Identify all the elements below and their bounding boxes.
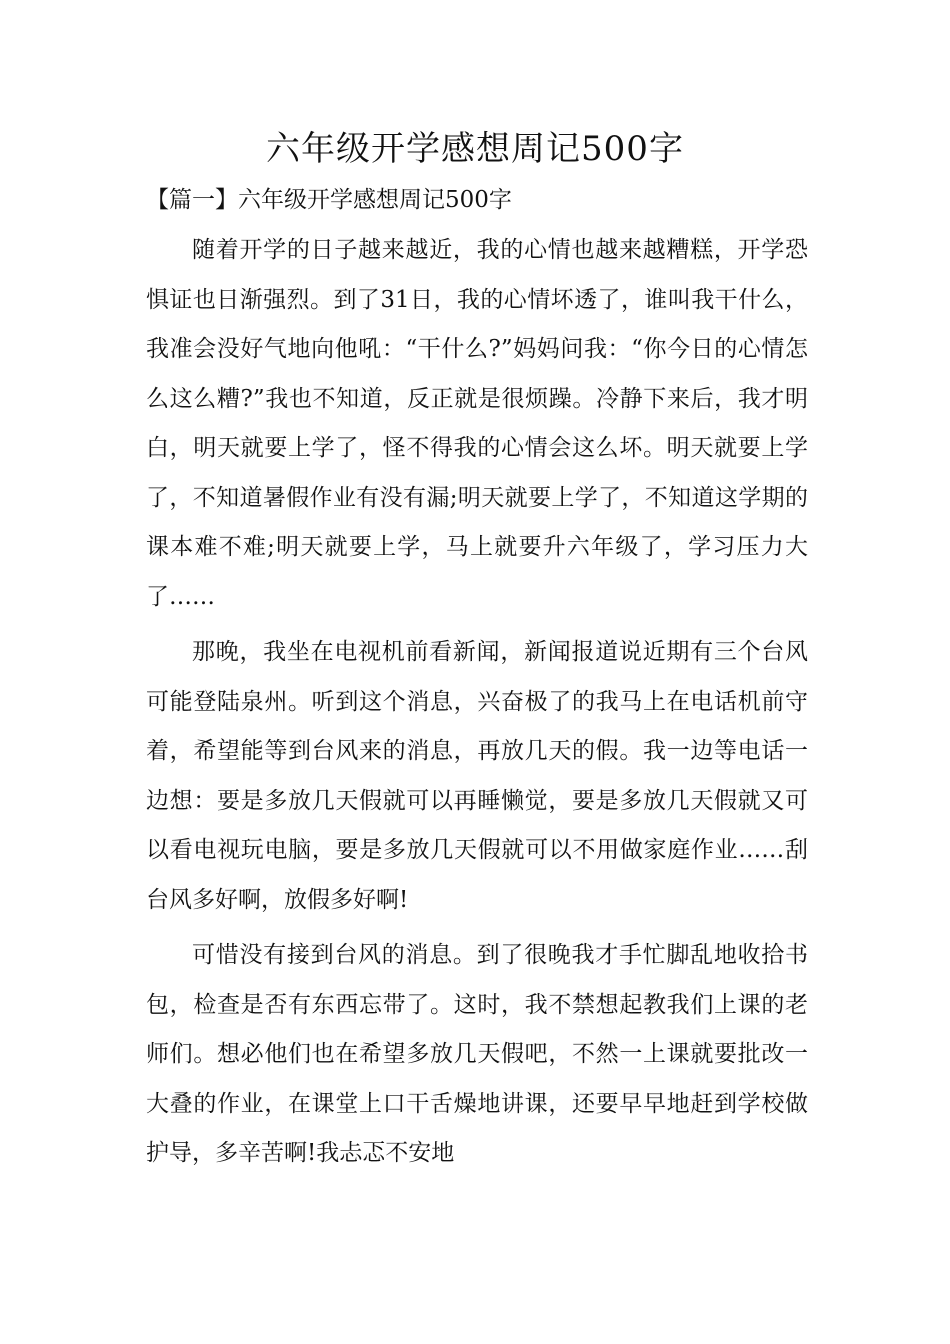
section-heading: 【篇一】六年级开学感想周记500字 [146, 187, 512, 213]
paragraph-2: 那晚，我坐在电视机前看新闻，新闻报道说近期有三个台风可能登陆泉州。听到这个消息，兴奋极了的我马上在电话机前守着，希望能等到台风来的消息，再放几天的假。我一边等电话一边想：要是多放几天假就可以再睡懒觉，要是多放几天假就又可以看电视玩电脑，要是多放几天假就可以不用做家庭作业……刮台风多好啊，放假多好啊! [146, 639, 808, 913]
paragraph-3: 可惜没有接到台风的消息。到了很晚我才手忙脚乱地收拾书包，检查是否有东西忘带了。这时，我不禁想起教我们上课的老师们。想必他们也在希望多放几天假吧，不然一上课就要批改一大叠的作业，在课堂上口干舌燥地讲课，还要早早地赶到学校做护导，多辛苦啊!我忐忑不安地 [146, 942, 808, 1166]
document-body [146, 226, 808, 1185]
paragraph-1: 随着开学的日子越来越近，我的心情也越来越糟糕，开学恐惧证也日渐强烈。到了31日，我的心情坏透了，谁叫我干什么，我准会没好气地向他吼：“干什么?”妈妈问我：“你今日的心情怎么这么糟?”我也不知道，反正就是很烦躁。冷静下来后，我才明白，明天就要上学了，怪不得我的心情会这么坏。明天就要上学了，不知道暑假作业有没有漏;明天就要上学了，不知道这学期的课本难不难;明天就要上学，马上就要升六年级了，学习压力大了…… [146, 237, 808, 610]
document-title: 六年级开学感想周记500字 [266, 129, 684, 169]
